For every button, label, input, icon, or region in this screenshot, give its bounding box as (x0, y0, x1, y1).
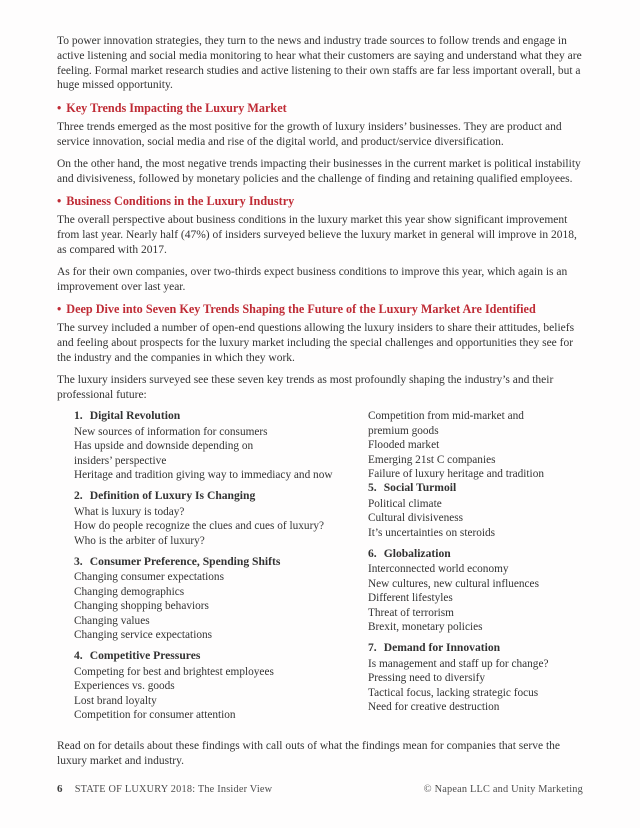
paragraph-read-on: Read on for details about these findings with call outs of what the findings mean for companies that serve the luxury market and industry. (57, 740, 560, 768)
trend-item: Heritage and tradition giving way to immediacy and now (74, 468, 333, 481)
paragraph-seven-trends-intro: The luxury insiders surveyed see these seven key trends as most profoundly shaping the industry’s and their professional future: (57, 373, 554, 401)
trend-group-consumer-preference (74, 555, 368, 642)
section-heading-deep-dive (57, 301, 583, 317)
page-footer (57, 783, 583, 795)
trend-title: Social Turmoil (383, 481, 457, 495)
trend-item: Competition from mid-market and (368, 410, 524, 423)
trend-item: Threat of terrorism (368, 606, 454, 619)
trend-item: How do people recognize the clues and cues of luxury? (74, 520, 325, 533)
trend-header (74, 555, 368, 569)
trend-group-definition-of-luxury (74, 489, 368, 548)
trend-item: Political climate (368, 497, 442, 510)
trend-item: Experiences vs. goods (74, 680, 175, 693)
bullet-icon: • (57, 194, 62, 209)
section-heading-text: Key Trends Impacting the Luxury Market (66, 101, 287, 116)
trend-group-globalization (368, 547, 583, 634)
trend-item: Different lifestyles (368, 592, 453, 605)
trend-header (368, 641, 583, 655)
bullet-icon: • (57, 101, 62, 116)
paragraph-own-companies: As for their own companies, over two-thirds expect business conditions to improve this year, which again is an improvement over last year. (57, 265, 568, 293)
trend-item: New cultures, new cultural influences (368, 577, 539, 590)
paragraph-negative-trends: On the other hand, the most negative trends impacting their businesses in the current market is political instability and divisiveness, followed by monetary policies and the challenge of finding and retaining qualified employees. (57, 157, 581, 185)
trend-item: New sources of information for consumers (74, 425, 268, 438)
trend-title: Definition of Luxury Is Changing (89, 489, 256, 503)
trend-header (368, 547, 583, 561)
trend-title: Consumer Preference, Spending Shifts (89, 555, 281, 568)
trend-item: premium goods (368, 424, 439, 437)
trend-item: Lost brand loyalty (74, 694, 157, 707)
trend-header (74, 649, 368, 663)
trend-item: insiders’ perspective (74, 454, 167, 467)
section-heading-business-conditions (57, 193, 583, 209)
trend-item: Changing consumer expectations (74, 571, 224, 584)
trend-title: Digital Revolution (89, 409, 181, 423)
paragraph-three-trends: Three trends emerged as the most positive for the growth of luxury insiders’ businesses. They are product and service innovation, social media and rise of the digital world, and product/service diversification. (57, 121, 562, 148)
trend-item: Competing for best and brightest employees (74, 665, 274, 678)
trend-item: Pressing need to diversify (368, 672, 486, 685)
trend-header (74, 489, 368, 503)
trend-item: Is management and staff up for change? (368, 657, 549, 670)
trend-number: 4. (74, 649, 83, 663)
trend-item: Changing service expectations (74, 629, 213, 642)
trend-item: Emerging 21st C companies (368, 453, 496, 466)
trend-item: Interconnected world economy (368, 563, 509, 576)
paragraph-survey: The survey included a number of open-end questions allowing the luxury insiders to share their attitudes, beliefs and feeling about prospects for the luxury market including the special challenges and opportunities they see for the industry and the companies in which they work. (57, 322, 575, 364)
footer-copyright: © Napean LLC and Unity Marketing (423, 784, 583, 795)
trend-number: 6. (368, 547, 377, 560)
footer-title: STATE OF LUXURY 2018: The Insider View (74, 784, 273, 795)
trend-item: Has upside and downside depending on (74, 440, 254, 453)
trend-title: Globalization (383, 547, 451, 560)
trend-item: What is luxury is today? (74, 505, 185, 518)
trend-title: Competitive Pressures (89, 649, 201, 663)
trend-group-digital-revolution (74, 409, 368, 482)
trend-column-left (74, 409, 368, 722)
trend-number: 2. (74, 489, 83, 503)
bullet-icon: • (57, 302, 62, 317)
paragraph-intro: To power innovation strategies, they turn to the news and industry trade sources to follow trends and engage in active listening and social media monitoring to hear what their customers are saying and understand what they are feeling. Formal market research studies and active listening to their own staffs are far less important overall, but a huge missed opportunity. (57, 35, 582, 92)
trend-item: Brexit, monetary policies (368, 621, 483, 634)
trend-column-right (368, 409, 583, 722)
trend-item: It’s uncertainties on steroids (368, 526, 496, 539)
trend-item: Competition for consumer attention (74, 709, 236, 722)
trend-item: Failure of luxury heritage and tradition (368, 467, 544, 480)
trend-group-social-turmoil (368, 481, 583, 540)
trend-title: Demand for Innovation (383, 641, 501, 655)
trend-list (74, 409, 583, 722)
trend-number: 1. (74, 409, 83, 423)
trend-item: Changing shopping behaviors (74, 600, 209, 613)
trend-group-competitive-pressures (74, 649, 368, 722)
trend-header (74, 409, 368, 423)
paragraph-overall-perspective: The overall perspective about business conditions in the luxury market this year show significant improvement from last year. Nearly half (47%) of insiders surveyed believe the luxury market in general will improve in 2018, as compared with 2017. (57, 214, 577, 256)
section-heading-key-trends (57, 100, 583, 116)
trend-item: Changing demographics (74, 585, 185, 598)
trend-group-demand-for-innovation (368, 641, 583, 714)
section-heading-text: Business Conditions in the Luxury Industry (66, 194, 295, 209)
trend-item: Who is the arbiter of luxury? (74, 534, 205, 547)
section-heading-text: Deep Dive into Seven Key Trends Shaping the Future of the Luxury Market Are Identified (66, 302, 536, 317)
trend-number: 7. (368, 641, 377, 655)
trend-item: Cultural divisiveness (368, 512, 464, 525)
page-number: 6 (57, 783, 63, 795)
trend-item: Tactical focus, lacking strategic focus (368, 686, 539, 699)
trend-header (368, 481, 583, 495)
trend-item: Flooded market (368, 439, 440, 452)
trend-number: 5. (368, 481, 377, 495)
footer-left (57, 783, 272, 795)
trend-item: Need for creative destruction (368, 701, 500, 714)
trend-number: 3. (74, 555, 83, 568)
trend-group-competitive-pressures-continued (368, 409, 583, 481)
trend-item: Changing values (74, 614, 150, 627)
